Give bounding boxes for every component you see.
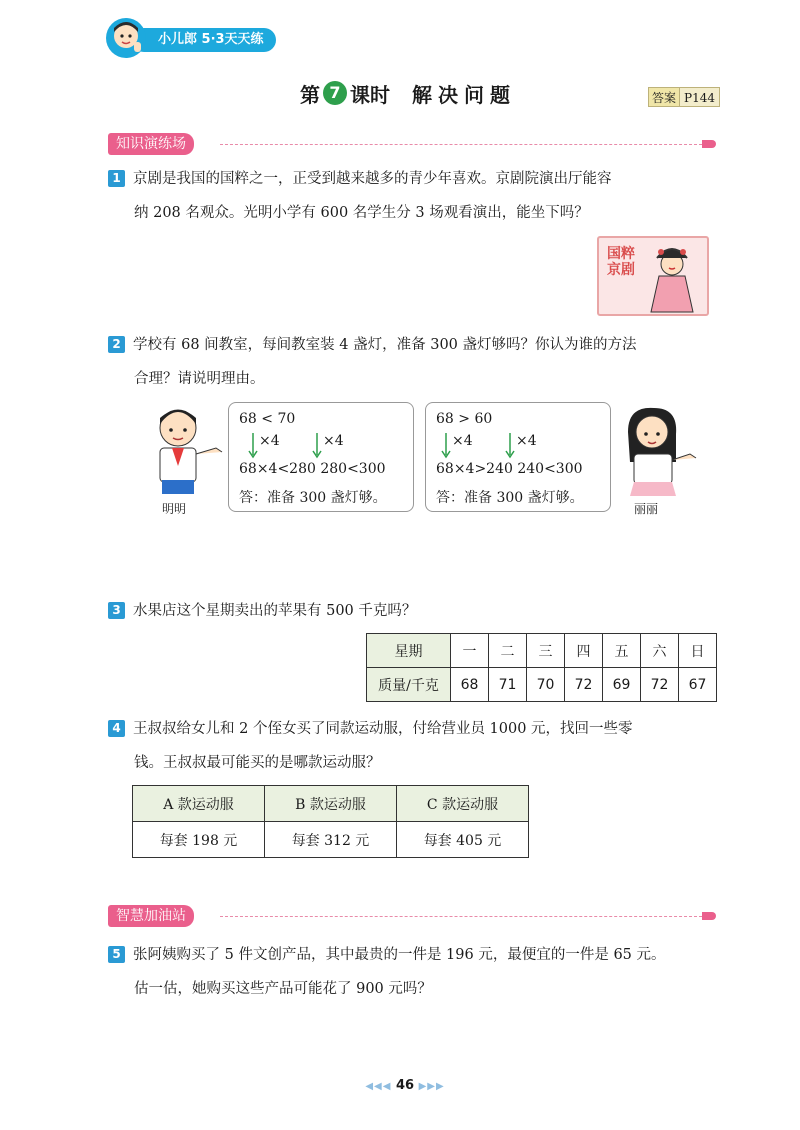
pencil-icon (702, 140, 716, 148)
question-text: 张阿姨购买了 5 件文创产品，其中最贵的一件是 196 元，最便宜的一件是 65 元。 (133, 947, 666, 963)
question-1 (108, 164, 724, 228)
opera-picture-text: 国粹京剧 (607, 246, 635, 278)
table-header-cell: B 款运动服 (265, 786, 397, 822)
question-text: 纳 208 名观众。光明小学有 600 名学生分 3 场观看演出，能坐下吗？ (134, 205, 589, 221)
brand-name: 小儿郎 5·3天天练 (132, 28, 276, 52)
table-cell: 67 (679, 668, 717, 702)
banner-divider (220, 916, 702, 917)
girl-name: 丽丽 (634, 502, 659, 516)
question-text: 合理？请说明理由。 (134, 371, 265, 387)
table-header-cell: 星期 (367, 634, 451, 668)
banner-divider (220, 144, 702, 145)
table-cell: 二 (489, 634, 527, 668)
question-text: 水果店这个星期卖出的苹果有 500 千克吗？ (133, 603, 417, 619)
question-number: 2 (108, 336, 125, 353)
title-main: 解决问题 (412, 82, 516, 107)
question-5 (108, 940, 724, 1004)
table-row (133, 786, 529, 822)
question-number: 1 (108, 170, 125, 187)
table-row (133, 822, 529, 858)
question-number: 4 (108, 720, 125, 737)
table-cell: 三 (527, 634, 565, 668)
result-line: 68×4<280 280<300 (239, 461, 386, 477)
times-label: ×4 (452, 433, 473, 449)
right-arrows-icon: ▶▶▶ (418, 1081, 445, 1092)
page-title (300, 76, 516, 110)
lili-speech-bubble (425, 402, 611, 512)
table-header-cell: 质量/千克 (367, 668, 451, 702)
table-header-cell: C 款运动服 (397, 786, 529, 822)
brand-logo (104, 16, 294, 60)
table-cell: 日 (679, 634, 717, 668)
compare-line: 68 < 70 (239, 411, 296, 427)
mingming-speech-bubble (228, 402, 414, 512)
table-header-cell: A 款运动服 (133, 786, 265, 822)
question-text: 钱。王叔叔最可能买的是哪款运动服？ (134, 755, 381, 771)
page-number-text: 46 (395, 1078, 415, 1093)
times-label: ×4 (259, 433, 280, 449)
table-cell: 五 (603, 634, 641, 668)
table-cell: 四 (565, 634, 603, 668)
compare-line: 68 > 60 (436, 411, 493, 427)
question-number: 3 (108, 602, 125, 619)
answer-line: 答：准备 300 盏灯够。 (436, 490, 584, 506)
section-title-practice: 知识演练场 (108, 133, 194, 155)
question-text: 估一估，她购买这些产品可能花了 900 元吗？ (134, 981, 432, 997)
boy-name: 明明 (162, 502, 187, 516)
times-label: ×4 (323, 433, 344, 449)
question-number: 5 (108, 946, 125, 963)
question-text: 王叔叔给女儿和 2 个侄女买了同款运动服，付给营业员 1000 元，找回一些零 (133, 721, 633, 737)
table-cell: 68 (451, 668, 489, 702)
table-row (367, 634, 717, 668)
result-line: 68×4>240 240<300 (436, 461, 583, 477)
question-4 (108, 714, 724, 778)
question-text: 京剧是我国的国粹之一，正受到越来越多的青少年喜欢。京剧院演出厅能容 (133, 171, 612, 187)
sportswear-price-table (132, 785, 529, 858)
title-prefix: 第 (300, 82, 320, 107)
section-title-wisdom: 智慧加油站 (108, 905, 194, 927)
table-cell: 每套 312 元 (265, 822, 397, 858)
question-text: 学校有 68 间教室，每间教室装 4 盏灯，准备 300 盏灯够吗？你认为谁的方法 (133, 337, 637, 353)
table-cell: 每套 198 元 (133, 822, 265, 858)
table-cell: 72 (565, 668, 603, 702)
mascot-boy-icon (104, 16, 148, 60)
table-cell: 72 (641, 668, 679, 702)
girl-lili-icon (614, 404, 698, 496)
answer-page: P144 (680, 87, 720, 107)
lesson-number-badge: 7 (323, 81, 347, 105)
apple-sales-table (366, 633, 717, 702)
times-label: ×4 (516, 433, 537, 449)
table-row (367, 668, 717, 702)
opera-picture (597, 236, 709, 316)
pencil-icon (702, 912, 716, 920)
answer-label: 答案 (648, 87, 680, 107)
page-number (340, 1078, 470, 1093)
table-cell: 每套 405 元 (397, 822, 529, 858)
opera-performer-icon (639, 242, 705, 314)
question-2 (108, 330, 724, 394)
table-cell: 70 (527, 668, 565, 702)
boy-mingming-icon (146, 404, 228, 496)
section-banner-practice (108, 133, 716, 155)
answer-reference (648, 87, 720, 107)
question-3 (108, 596, 724, 626)
table-cell: 六 (641, 634, 679, 668)
table-cell: 71 (489, 668, 527, 702)
left-arrows-icon: ◀◀◀ (365, 1081, 392, 1092)
section-banner-wisdom (108, 905, 716, 927)
title-suffix: 课时 (350, 82, 390, 107)
answer-line: 答：准备 300 盏灯够。 (239, 490, 387, 506)
table-cell: 69 (603, 668, 641, 702)
table-cell: 一 (451, 634, 489, 668)
